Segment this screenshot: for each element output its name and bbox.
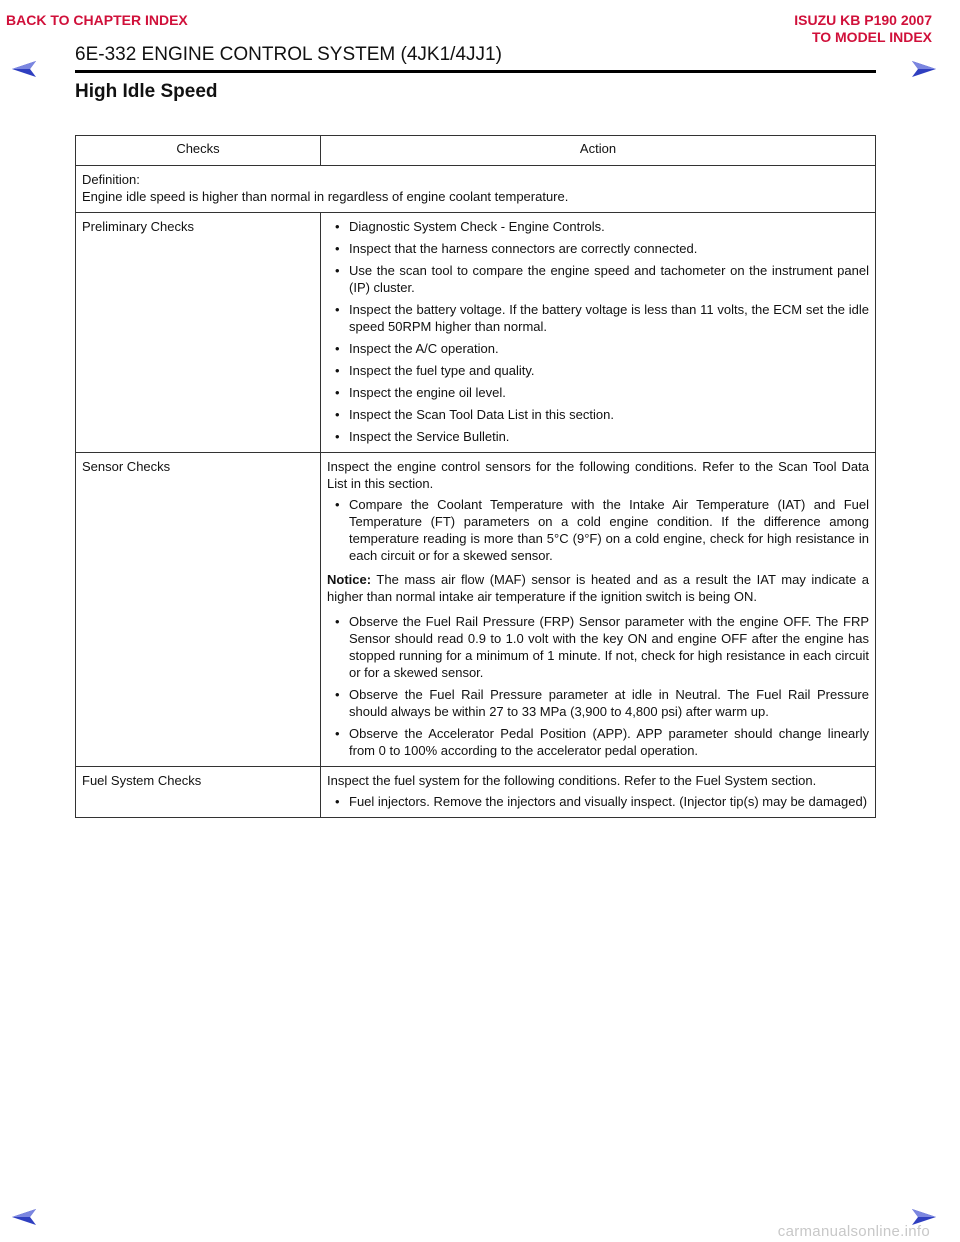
checks-column-header: Checks <box>76 136 321 166</box>
definition-row <box>76 166 876 213</box>
back-to-chapter-index-link[interactable]: BACK TO CHAPTER INDEX <box>6 12 188 28</box>
fuel-system-checks-actions <box>321 767 876 818</box>
diagnostic-table <box>75 135 876 818</box>
preliminary-checks-row <box>76 213 876 453</box>
sensor-checks-label: Sensor Checks <box>76 453 321 767</box>
brand-title: ISUZU KB P190 2007 <box>794 12 932 28</box>
action-column-header: Action <box>321 136 876 166</box>
sensor-notice <box>327 571 869 605</box>
model-nav <box>794 12 932 46</box>
page-header: 6E-332 ENGINE CONTROL SYSTEM (4JK1/4JJ1) <box>75 44 876 73</box>
fuel-system-checks-label: Fuel System Checks <box>76 767 321 818</box>
sensor-checks-list-b <box>327 613 869 759</box>
sensor-checks-list-a <box>327 496 869 564</box>
list-item: • Inspect the fuel type and quality. <box>327 362 869 379</box>
list-item: • Use the scan tool to compare the engine speed and tachometer on the instrument panel (IP) cluster. <box>327 262 869 296</box>
next-page-arrow-icon[interactable] <box>910 60 938 78</box>
list-item: • Inspect that the harness connectors are correctly connected. <box>327 240 869 257</box>
prev-page-arrow-bottom-icon[interactable] <box>10 1208 38 1226</box>
list-item: • Observe the Fuel Rail Pressure (FRP) Sensor parameter with the engine OFF. The FRP Sensor should read 0.9 to 1.0 volt with the key ON and engine OFF after the engine has stopped running for a minimum of 1 minute. If not, check for high resistance in each circuit or for a skewed sensor. <box>327 613 869 681</box>
list-item: • Inspect the battery voltage. If the battery voltage is less than 11 volts, the ECM set the idle speed 50RPM higher than normal. <box>327 301 869 335</box>
prev-page-arrow-icon[interactable] <box>10 60 38 78</box>
list-item: • Inspect the A/C operation. <box>327 340 869 357</box>
preliminary-checks-actions <box>321 213 876 453</box>
definition-cell <box>76 166 876 213</box>
preliminary-checks-label: Preliminary Checks <box>76 213 321 453</box>
list-item: • Observe the Accelerator Pedal Position (APP). APP parameter should change linearly from 0 to 100% according to the accelerator pedal operation. <box>327 725 869 759</box>
fuel-system-intro: Inspect the fuel system for the following conditions. Refer to the Fuel System section. <box>327 773 817 788</box>
sensor-checks-actions <box>321 453 876 767</box>
list-item: • Fuel injectors. Remove the injectors and visually inspect. (Injector tip(s) may be damaged) <box>327 793 869 810</box>
definition-text: Engine idle speed is higher than normal in regardless of engine coolant temperature. <box>82 189 569 204</box>
fuel-system-list <box>327 793 869 810</box>
list-item: • Inspect the Service Bulletin. <box>327 428 869 445</box>
sensor-checks-intro: Inspect the engine control sensors for the following conditions. Refer to the Scan Tool Data List in this section. <box>327 459 869 491</box>
preliminary-checks-list <box>327 218 869 445</box>
list-item: • Diagnostic System Check - Engine Controls. <box>327 218 869 235</box>
fuel-system-checks-row <box>76 767 876 818</box>
to-model-index-link[interactable]: TO MODEL INDEX <box>811 29 932 45</box>
list-item: • Inspect the Scan Tool Data List in this section. <box>327 406 869 423</box>
notice-label: Notice: <box>327 572 372 587</box>
definition-label: Definition: <box>82 172 140 187</box>
list-item: • Compare the Coolant Temperature with the Intake Air Temperature (IAT) and Fuel Temperature (FT) parameters on a cold engine condition. If the difference among temperature reading is more than 5°C (9°F) on a cold engine, check for high resistance in each circuit or for a skewed sensor. <box>327 496 869 564</box>
table-header-row <box>76 136 876 166</box>
watermark: carmanualsonline.info <box>777 1223 930 1240</box>
sensor-checks-row <box>76 453 876 767</box>
notice-text: The mass air flow (MAF) sensor is heated and as a result the IAT may indicate a higher than normal intake air temperature if the ignition switch is being ON. <box>327 572 869 604</box>
page-title: High Idle Speed <box>75 81 218 102</box>
list-item: • Inspect the engine oil level. <box>327 384 869 401</box>
list-item: • Observe the Fuel Rail Pressure parameter at idle in Neutral. The Fuel Rail Pressure should always be within 27 to 33 MPa (3,900 to 4,800 psi) after warm up. <box>327 686 869 720</box>
